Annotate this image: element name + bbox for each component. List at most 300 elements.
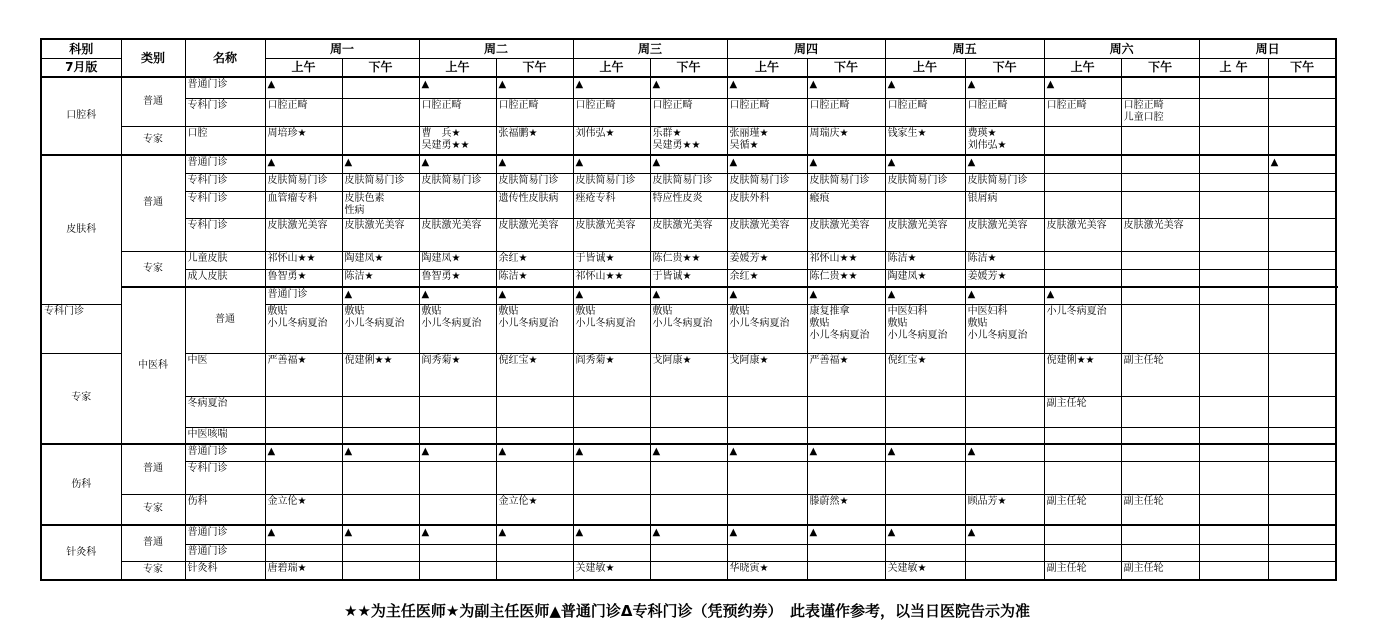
schedule-cell bbox=[885, 396, 965, 427]
schedule-cell bbox=[1199, 353, 1268, 396]
schedule-cell bbox=[1199, 77, 1268, 98]
schedule-cell: 口腔正畸 bbox=[265, 98, 342, 126]
schedule-cell bbox=[1044, 544, 1121, 561]
schedule-cell: 皮肤色素 性病 bbox=[342, 191, 419, 218]
schedule-cell bbox=[573, 461, 650, 494]
schedule-cell bbox=[1121, 304, 1199, 353]
schedule-cell: 于皆诚★ bbox=[650, 269, 727, 287]
schedule-cell bbox=[1199, 304, 1268, 353]
schedule-cell bbox=[1268, 287, 1336, 304]
schedule-cell bbox=[342, 126, 419, 155]
category-cell: 普通 bbox=[185, 287, 265, 353]
schedule-cell: ▲ bbox=[727, 525, 807, 544]
clinic-name-cell: 普通门诊 bbox=[185, 77, 265, 98]
department-cell: 中医科 bbox=[121, 287, 185, 444]
schedule-row bbox=[41, 191, 1336, 218]
schedule-cell bbox=[1199, 98, 1268, 126]
schedule-cell bbox=[807, 427, 885, 444]
schedule-cell: 皮肤激光美容 bbox=[573, 218, 650, 251]
schedule-cell bbox=[1268, 304, 1336, 353]
schedule-cell: 瘢痕 bbox=[807, 191, 885, 218]
schedule-cell: 祁怀山★★ bbox=[265, 251, 342, 269]
schedule-cell bbox=[496, 461, 573, 494]
schedule-row bbox=[41, 218, 1336, 251]
schedule-cell bbox=[1044, 461, 1121, 494]
schedule-cell bbox=[650, 427, 727, 444]
schedule-cell: ▲ bbox=[419, 444, 496, 461]
schedule-cell: 金立伦★ bbox=[496, 494, 573, 525]
schedule-cell bbox=[1044, 427, 1121, 444]
schedule-cell bbox=[965, 427, 1044, 444]
schedule-cell bbox=[1199, 561, 1268, 580]
schedule-cell: ▲ bbox=[419, 287, 496, 304]
schedule-row bbox=[41, 461, 1336, 494]
schedule-cell bbox=[573, 544, 650, 561]
schedule-cell bbox=[573, 396, 650, 427]
schedule-cell: ▲ bbox=[885, 155, 965, 173]
schedule-cell: 皮肤外科 bbox=[727, 191, 807, 218]
schedule-cell: ▲ bbox=[727, 77, 807, 98]
schedule-cell bbox=[419, 544, 496, 561]
header-pm: 下午 bbox=[650, 58, 727, 77]
schedule-cell bbox=[1268, 525, 1336, 544]
schedule-cell bbox=[965, 561, 1044, 580]
schedule-cell bbox=[419, 494, 496, 525]
schedule-cell: 皮肤激光美容 bbox=[650, 218, 727, 251]
schedule-cell bbox=[1268, 191, 1336, 218]
schedule-cell: ▲ bbox=[1044, 77, 1121, 98]
schedule-cell: 关建敏★ bbox=[885, 561, 965, 580]
schedule-cell: 余红★ bbox=[727, 269, 807, 287]
schedule-cell: 皮肤激光美容 bbox=[885, 218, 965, 251]
schedule-cell: ▲ bbox=[1268, 155, 1336, 173]
schedule-cell bbox=[1268, 218, 1336, 251]
schedule-cell bbox=[1121, 396, 1199, 427]
schedule-cell: 皮肤激光美容 bbox=[1044, 218, 1121, 251]
schedule-cell: 戈阿康★ bbox=[727, 353, 807, 396]
schedule-cell: 戈阿康★ bbox=[650, 353, 727, 396]
schedule-cell bbox=[1199, 544, 1268, 561]
clinic-name-cell: 成人皮肤 bbox=[185, 269, 265, 287]
schedule-cell bbox=[1121, 287, 1199, 304]
schedule-cell: 敷贴 小儿冬病夏治 bbox=[265, 304, 342, 353]
category-cell: 专家 bbox=[121, 251, 185, 287]
schedule-cell: ▲ bbox=[1044, 287, 1121, 304]
schedule-cell bbox=[1268, 126, 1336, 155]
schedule-cell: ▲ bbox=[265, 525, 342, 544]
schedule-cell: ▲ bbox=[885, 444, 965, 461]
legend-footer: ★★为主任医师★为副主任医师▲普通门诊Δ专科门诊（凭预约券） 此表谨作参考，以当日医院告示为准 bbox=[344, 602, 1030, 620]
schedule-cell: ▲ bbox=[496, 155, 573, 173]
schedule-cell: 口腔正畸 bbox=[727, 98, 807, 126]
clinic-name-cell: 伤科 bbox=[185, 494, 265, 525]
schedule-cell: ▲ bbox=[965, 525, 1044, 544]
schedule-cell: 银屑病 bbox=[965, 191, 1044, 218]
schedule-cell bbox=[1121, 173, 1199, 191]
schedule-cell: 皮肤简易门诊 bbox=[650, 173, 727, 191]
schedule-cell bbox=[1121, 269, 1199, 287]
schedule-cell bbox=[965, 353, 1044, 396]
schedule-row bbox=[41, 251, 1336, 269]
schedule-cell bbox=[1268, 396, 1336, 427]
header-pm: 下午 bbox=[965, 58, 1044, 77]
schedule-cell: 倪建俐★★ bbox=[1044, 353, 1121, 396]
schedule-cell bbox=[1121, 155, 1199, 173]
clinic-name-cell: 专科门诊 bbox=[41, 304, 121, 353]
schedule-cell: 皮肤简易门诊 bbox=[419, 173, 496, 191]
schedule-cell: 严善福★ bbox=[265, 353, 342, 396]
schedule-cell: ▲ bbox=[807, 77, 885, 98]
schedule-cell: 副主任轮 bbox=[1044, 494, 1121, 525]
schedule-cell: 张福鹏★ bbox=[496, 126, 573, 155]
schedule-cell: ▲ bbox=[496, 444, 573, 461]
schedule-cell bbox=[807, 561, 885, 580]
schedule-cell bbox=[573, 427, 650, 444]
header-day-tue: 周二 bbox=[419, 39, 573, 58]
header-version: 7月版 bbox=[41, 58, 121, 77]
schedule-cell: ▲ bbox=[885, 77, 965, 98]
schedule-cell: 关建敏★ bbox=[573, 561, 650, 580]
header-pm: 下午 bbox=[1121, 58, 1199, 77]
schedule-cell bbox=[727, 544, 807, 561]
schedule-cell: 口腔正畸 bbox=[573, 98, 650, 126]
schedule-cell: ▲ bbox=[573, 444, 650, 461]
clinic-name-cell: 儿童皮肤 bbox=[185, 251, 265, 269]
schedule-row bbox=[41, 98, 1336, 126]
schedule-cell: 皮肤激光美容 bbox=[342, 218, 419, 251]
schedule-cell bbox=[419, 191, 496, 218]
clinic-name-cell: 针灸科 bbox=[185, 561, 265, 580]
schedule-cell bbox=[1121, 444, 1199, 461]
schedule-cell: ▲ bbox=[807, 287, 885, 304]
schedule-cell: 皮肤激光美容 bbox=[965, 218, 1044, 251]
schedule-cell: 陈洁★ bbox=[965, 251, 1044, 269]
schedule-cell bbox=[1121, 461, 1199, 494]
schedule-cell: 皮肤简易门诊 bbox=[496, 173, 573, 191]
schedule-cell: ▲ bbox=[885, 525, 965, 544]
header-day-mon: 周一 bbox=[265, 39, 419, 58]
clinic-name-cell: 普通门诊 bbox=[185, 544, 265, 561]
category-cell: 专家 bbox=[41, 353, 121, 444]
schedule-row bbox=[41, 561, 1336, 580]
clinic-name-cell: 专科门诊 bbox=[185, 461, 265, 494]
schedule-cell bbox=[1044, 191, 1121, 218]
schedule-cell bbox=[965, 544, 1044, 561]
header-am: 上午 bbox=[727, 58, 807, 77]
schedule-cell: 皮肤激光美容 bbox=[496, 218, 573, 251]
header-day-thu: 周四 bbox=[727, 39, 885, 58]
schedule-cell: ▲ bbox=[650, 444, 727, 461]
header-pm: 下午 bbox=[807, 58, 885, 77]
schedule-cell bbox=[965, 396, 1044, 427]
schedule-cell: 皮肤激光美容 bbox=[419, 218, 496, 251]
schedule-row bbox=[41, 287, 1336, 304]
schedule-cell: ▲ bbox=[265, 155, 342, 173]
clinic-name-cell: 口腔 bbox=[185, 126, 265, 155]
schedule-cell: 陈洁★ bbox=[342, 269, 419, 287]
schedule-cell: 痤疮专科 bbox=[573, 191, 650, 218]
schedule-cell: 中医妇科 敷贴 小儿冬病夏治 bbox=[965, 304, 1044, 353]
schedule-cell bbox=[419, 427, 496, 444]
schedule-cell: 钱家生★ bbox=[885, 126, 965, 155]
header-category: 类别 bbox=[121, 39, 185, 77]
header-dept: 科别 bbox=[41, 39, 121, 58]
department-cell: 皮肤科 bbox=[41, 155, 121, 304]
schedule-cell bbox=[807, 544, 885, 561]
schedule-cell bbox=[1268, 461, 1336, 494]
schedule-cell bbox=[1199, 173, 1268, 191]
schedule-cell: 刘伟弘★ bbox=[573, 126, 650, 155]
schedule-cell: 祁怀山★★ bbox=[807, 251, 885, 269]
schedule-cell bbox=[650, 461, 727, 494]
schedule-cell bbox=[1199, 251, 1268, 269]
header-pm: 下午 bbox=[1268, 58, 1336, 77]
category-cell: 普通 bbox=[121, 155, 185, 251]
schedule-cell: ▲ bbox=[965, 444, 1044, 461]
schedule-cell: 皮肤简易门诊 bbox=[807, 173, 885, 191]
schedule-row bbox=[41, 353, 1336, 396]
header-day-sat: 周六 bbox=[1044, 39, 1199, 58]
schedule-row bbox=[41, 126, 1336, 155]
schedule-row bbox=[41, 444, 1336, 461]
category-cell: 普通 bbox=[121, 444, 185, 494]
schedule-cell bbox=[342, 427, 419, 444]
schedule-cell: 阎秀菊★ bbox=[419, 353, 496, 396]
schedule-cell: 鲁智勇★ bbox=[419, 269, 496, 287]
schedule-cell: ▲ bbox=[650, 155, 727, 173]
schedule-cell: ▲ bbox=[807, 525, 885, 544]
header-pm: 下午 bbox=[496, 58, 573, 77]
schedule-cell bbox=[1044, 251, 1121, 269]
schedule-cell bbox=[727, 396, 807, 427]
schedule-cell: 敷贴 小儿冬病夏治 bbox=[727, 304, 807, 353]
schedule-cell bbox=[1268, 353, 1336, 396]
header-am: 上午 bbox=[573, 58, 650, 77]
schedule-cell bbox=[419, 396, 496, 427]
schedule-cell bbox=[727, 494, 807, 525]
schedule-cell bbox=[1121, 427, 1199, 444]
category-cell: 普通 bbox=[121, 77, 185, 126]
schedule-cell: ▲ bbox=[496, 287, 573, 304]
schedule-cell: 敷贴 小儿冬病夏治 bbox=[573, 304, 650, 353]
schedule-cell: 陈仁贵★★ bbox=[807, 269, 885, 287]
schedule-cell bbox=[965, 461, 1044, 494]
schedule-row bbox=[41, 155, 1336, 173]
schedule-cell: ▲ bbox=[573, 287, 650, 304]
schedule-cell bbox=[807, 461, 885, 494]
schedule-cell: 皮肤简易门诊 bbox=[727, 173, 807, 191]
clinic-name-cell: 中医咳喘 bbox=[185, 427, 265, 444]
schedule-cell bbox=[496, 544, 573, 561]
schedule-cell: 敷贴 小儿冬病夏治 bbox=[342, 304, 419, 353]
schedule-cell: 曹 兵★ 吴建勇★★ bbox=[419, 126, 496, 155]
schedule-cell: 血管瘤专科 bbox=[265, 191, 342, 218]
schedule-cell: 周瑞庆★ bbox=[807, 126, 885, 155]
schedule-cell: ▲ bbox=[573, 155, 650, 173]
clinic-name-cell: 专科门诊 bbox=[185, 98, 265, 126]
schedule-cell bbox=[885, 461, 965, 494]
schedule-cell bbox=[1121, 525, 1199, 544]
schedule-cell: 唐碧瑞★ bbox=[265, 561, 342, 580]
schedule-cell: 遗传性皮肤病 bbox=[496, 191, 573, 218]
schedule-cell: 陶建凤★ bbox=[419, 251, 496, 269]
schedule-cell: 口腔正畸 bbox=[1044, 98, 1121, 126]
schedule-cell: 金立伦★ bbox=[265, 494, 342, 525]
schedule-cell: 严善福★ bbox=[807, 353, 885, 396]
schedule-cell bbox=[265, 544, 342, 561]
schedule-cell: 皮肤简易门诊 bbox=[965, 173, 1044, 191]
department-cell: 伤科 bbox=[41, 444, 121, 525]
schedule-cell: 陈仁贵★★ bbox=[650, 251, 727, 269]
schedule-cell bbox=[885, 544, 965, 561]
schedule-cell bbox=[496, 561, 573, 580]
schedule-cell bbox=[1121, 251, 1199, 269]
schedule-cell: 敷贴 小儿冬病夏治 bbox=[419, 304, 496, 353]
header-am: 上午 bbox=[1044, 58, 1121, 77]
schedule-cell: ▲ bbox=[965, 77, 1044, 98]
clinic-name-cell: 普通门诊 bbox=[185, 155, 265, 173]
schedule-cell: 费瑛★ 刘伟弘★ bbox=[965, 126, 1044, 155]
schedule-cell bbox=[1044, 269, 1121, 287]
schedule-cell: 康复推拿 敷贴 小儿冬病夏治 bbox=[807, 304, 885, 353]
schedule-cell bbox=[342, 494, 419, 525]
header-name: 名称 bbox=[185, 39, 265, 77]
header-am: 上午 bbox=[419, 58, 496, 77]
schedule-cell bbox=[1268, 251, 1336, 269]
schedule-cell: 副主任轮 bbox=[1121, 353, 1199, 396]
schedule-cell bbox=[1199, 218, 1268, 251]
schedule-cell bbox=[573, 494, 650, 525]
schedule-cell: ▲ bbox=[650, 287, 727, 304]
clinic-schedule-table bbox=[40, 38, 1337, 581]
schedule-cell: ▲ bbox=[265, 77, 342, 98]
schedule-cell: ▲ bbox=[342, 287, 419, 304]
clinic-name-cell: 中医 bbox=[185, 353, 265, 396]
schedule-cell bbox=[1199, 494, 1268, 525]
schedule-cell bbox=[419, 561, 496, 580]
clinic-name-cell: 专科门诊 bbox=[185, 191, 265, 218]
schedule-cell: ▲ bbox=[727, 155, 807, 173]
category-cell: 专家 bbox=[121, 126, 185, 155]
schedule-cell: 敷贴 小儿冬病夏治 bbox=[496, 304, 573, 353]
schedule-cell bbox=[650, 561, 727, 580]
schedule-cell bbox=[496, 427, 573, 444]
department-cell: 针灸科 bbox=[41, 525, 121, 580]
clinic-name-cell: 普通门诊 bbox=[185, 525, 265, 544]
schedule-row bbox=[41, 525, 1336, 544]
schedule-cell bbox=[1199, 427, 1268, 444]
clinic-name-cell: 专科门诊 bbox=[185, 218, 265, 251]
schedule-cell: 口腔正畸 bbox=[496, 98, 573, 126]
schedule-cell bbox=[1044, 444, 1121, 461]
header-day-fri: 周五 bbox=[885, 39, 1044, 58]
schedule-cell: 口腔正畸 bbox=[650, 98, 727, 126]
schedule-cell bbox=[342, 77, 419, 98]
schedule-cell bbox=[885, 191, 965, 218]
schedule-cell: ▲ bbox=[496, 525, 573, 544]
schedule-cell: 口腔正畸 bbox=[965, 98, 1044, 126]
header-row-days bbox=[41, 39, 1336, 58]
schedule-cell bbox=[1268, 98, 1336, 126]
schedule-cell: 陈洁★ bbox=[496, 269, 573, 287]
schedule-cell bbox=[1199, 126, 1268, 155]
schedule-cell bbox=[265, 427, 342, 444]
schedule-cell: 华晓寅★ bbox=[727, 561, 807, 580]
schedule-cell: ▲ bbox=[265, 444, 342, 461]
schedule-cell bbox=[727, 461, 807, 494]
schedule-cell: 口腔正畸 bbox=[885, 98, 965, 126]
schedule-cell: 皮肤激光美容 bbox=[807, 218, 885, 251]
header-am-sunday: 上 午 bbox=[1199, 58, 1268, 77]
schedule-cell: 姜媛芳★ bbox=[965, 269, 1044, 287]
category-cell: 普通 bbox=[121, 525, 185, 561]
schedule-cell: 张丽瑾★ 吴循★ bbox=[727, 126, 807, 155]
schedule-cell bbox=[1044, 155, 1121, 173]
schedule-cell bbox=[1268, 427, 1336, 444]
schedule-cell bbox=[1199, 155, 1268, 173]
schedule-cell: 陶建凤★ bbox=[885, 269, 965, 287]
schedule-cell: 皮肤简易门诊 bbox=[885, 173, 965, 191]
clinic-name-cell: 专科门诊 bbox=[185, 173, 265, 191]
schedule-cell: 中医妇科 敷贴 小儿冬病夏治 bbox=[885, 304, 965, 353]
schedule-cell bbox=[1044, 126, 1121, 155]
schedule-cell: 副主任轮 bbox=[1121, 494, 1199, 525]
clinic-name-cell: 冬病夏治 bbox=[185, 396, 265, 427]
schedule-cell: ▲ bbox=[965, 155, 1044, 173]
schedule-cell bbox=[1268, 269, 1336, 287]
schedule-cell: ▲ bbox=[573, 77, 650, 98]
schedule-cell bbox=[807, 396, 885, 427]
schedule-cell: 于皆诚★ bbox=[573, 251, 650, 269]
schedule-cell: 口腔正畸 bbox=[419, 98, 496, 126]
schedule-cell: ▲ bbox=[650, 77, 727, 98]
schedule-cell: 特应性皮炎 bbox=[650, 191, 727, 218]
schedule-cell: 皮肤激光美容 bbox=[265, 218, 342, 251]
schedule-cell bbox=[342, 461, 419, 494]
schedule-cell: ▲ bbox=[885, 287, 965, 304]
category-cell: 专家 bbox=[121, 561, 185, 580]
schedule-row bbox=[41, 77, 1336, 98]
schedule-cell: 鲁智勇★ bbox=[265, 269, 342, 287]
header-day-wed: 周三 bbox=[573, 39, 727, 58]
schedule-cell: 皮肤简易门诊 bbox=[342, 173, 419, 191]
schedule-cell bbox=[1199, 191, 1268, 218]
schedule-cell: 余红★ bbox=[496, 251, 573, 269]
schedule-cell: 皮肤激光美容 bbox=[1121, 218, 1199, 251]
header-pm: 下午 bbox=[342, 58, 419, 77]
schedule-cell: ▲ bbox=[342, 525, 419, 544]
schedule-cell bbox=[1268, 173, 1336, 191]
schedule-cell: 皮肤激光美容 bbox=[727, 218, 807, 251]
schedule-cell bbox=[650, 494, 727, 525]
schedule-cell: 顾品芳★ bbox=[965, 494, 1044, 525]
schedule-cell: 皮肤简易门诊 bbox=[265, 173, 342, 191]
schedule-cell: 滕蔚然★ bbox=[807, 494, 885, 525]
schedule-cell bbox=[1199, 396, 1268, 427]
schedule-row bbox=[41, 173, 1336, 191]
schedule-cell: ▲ bbox=[419, 77, 496, 98]
schedule-cell: 小儿冬病夏治 bbox=[1044, 304, 1121, 353]
schedule-cell bbox=[1199, 287, 1268, 304]
schedule-cell bbox=[1121, 544, 1199, 561]
header-am: 上午 bbox=[265, 58, 342, 77]
schedule-cell: 口腔正畸 bbox=[807, 98, 885, 126]
schedule-cell: 副主任轮 bbox=[1044, 396, 1121, 427]
schedule-row bbox=[41, 427, 1336, 444]
schedule-cell bbox=[1268, 444, 1336, 461]
header-day-sun: 周日 bbox=[1199, 39, 1336, 58]
schedule-cell bbox=[885, 494, 965, 525]
